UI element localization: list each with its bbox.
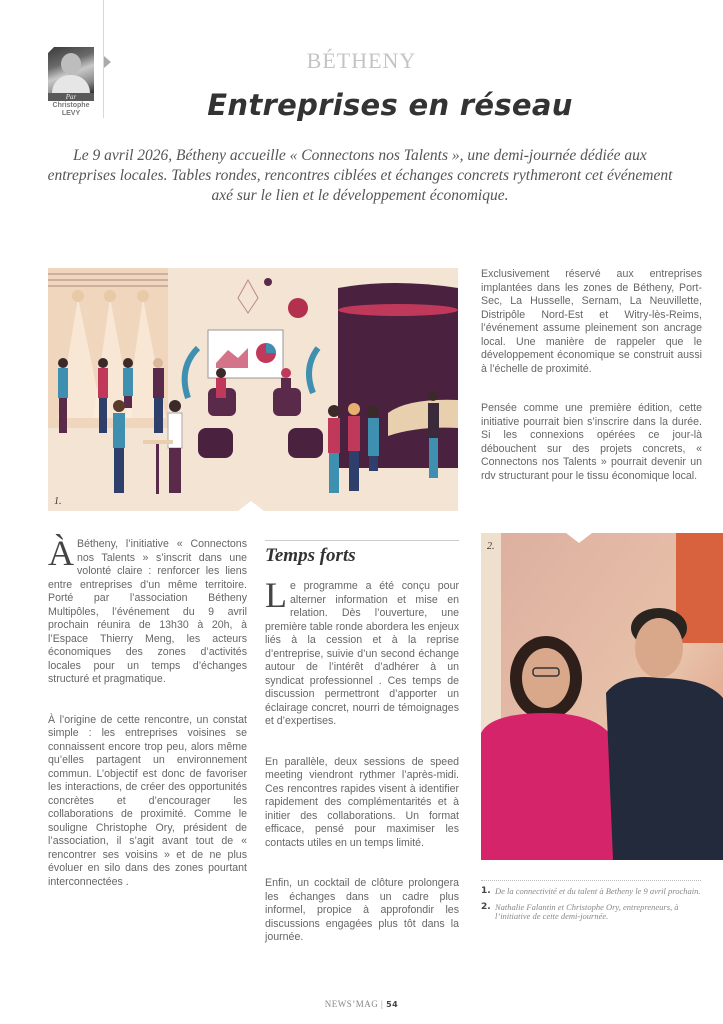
figure-2-number: 2. [487,541,495,552]
magazine-name: NEWS’MAG [324,999,379,1009]
drop-cap: À [48,533,74,573]
figure-captions [481,880,701,928]
caption-item: 2. Nathalie Falantin et Christophe Ory, entrepreneurs, à l’initiative de cette demi-journée. [481,901,679,921]
article-lede: Le 9 avril 2026, Bétheny accueille « Connectons nos Talents », une demi-journée dédiée aux entreprises locales. Tables rondes, rencontres ciblées et échanges concrets rythmeront cet événement axé sur le lien et le développement économique. [47,147,673,204]
section-kicker: BÉTHENY [306,48,417,73]
author-name: Christophe LEVY [52,102,90,117]
article-title: Entreprises en réseau [207,88,573,122]
author-by-label: Par [48,93,94,101]
section-heading: Temps forts [265,540,459,567]
footer-separator: | [381,999,384,1009]
page-number: 54 [386,1000,399,1009]
paragraph: L e programme a été conçu pour alterner information et mise en relation. Dès l’ouverture, une première table ronde abordera les enjeux liés à la cession et à la reprise d’entreprise, suivie d’un second échange autour de l’intérêt d’adhérer à un syndicat professionnel . Ces temps de discussion permettront d’apporter un éclairage concret, nourri de témoignages et d’expertises. [265,575,459,727]
figure-2-photo [481,533,723,860]
paragraph: Exclusivement réservé aux entreprises implantées dans les zones de Bétheny, Port-Sec, La Husselle, Sernam, La Neuvillette, Distripôle Nord-Est et Witry-lès-Reims, l’événement assume pleinement son ancrage local. Une manière de rappeler que le développement économique se construit aussi à l’échelle de proximité. [481,268,702,375]
column-a-text [48,533,247,889]
portrait-photo [481,533,723,860]
drop-cap: L [265,575,287,615]
figure-1-illustration [48,268,458,511]
page-footer [0,999,723,1009]
paragraph: Enfin, un cocktail de clôture prolongera les échanges dans un cadre plus informel, propice à approfondir les discussions engagées plus tôt dans la journée. [265,877,459,943]
figure-1-number: 1. [54,496,62,507]
caption-item: 1. De la connectivité et du talent à Betheny le 9 avril prochain. [481,886,701,896]
paragraph: À Bétheny, l’initiative « Connectons nos Talents » s’inscrit dans une volonté claire : renforcer les liens entre entreprises d’un même territoire. Porté par l’association Bétheny Multipôles, l’événement du 9 avril prochain réunira de 13h30 à 20h, à l’Espace Thierry Meng, les acteurs économiques des zones d’activités locales pour un temps d’échanges structuré et pragmatique. [48,533,247,685]
figure-notch [238,501,264,511]
paragraph: En parallèle, deux sessions de speed meeting viendront rythmer l’après-midi. Ces rencontres rapides visent à identifier rapidement des complémentarités et à initier des collaborations. Un format efficace, pensé pour maximiser les contacts utiles en un temps limité. [265,755,459,849]
column-b-text [265,575,459,945]
networking-illustration [48,268,458,511]
right-column-text [481,268,702,483]
figure-notch [566,533,592,543]
paragraph: Pensée comme une première édition, cette initiative pourrait bien s’inscrire dans la durée. Si les connexions opérées ce jour-là débouchent sur des projets concrets, « Connectons nos Talents » pourrait devenir un rdv structurant pour le tissu économique local. [481,402,702,482]
paragraph: À l’origine de cette rencontre, un constat simple : les entreprises voisines se connaissent encore trop peu, alors même qu’elles partagent un environnement commun. L’objectif est donc de favoriser les interactions, de créer des opportunités concrètes et d’encourager les collaborations de proximité. Comme le souligne Christophe Ory, président de l’association, il s’agit avant tout de « rencontrer ses voisins » et de ne plus évoluer en silo dans des zones pourtant interconnectées . [48,713,247,888]
